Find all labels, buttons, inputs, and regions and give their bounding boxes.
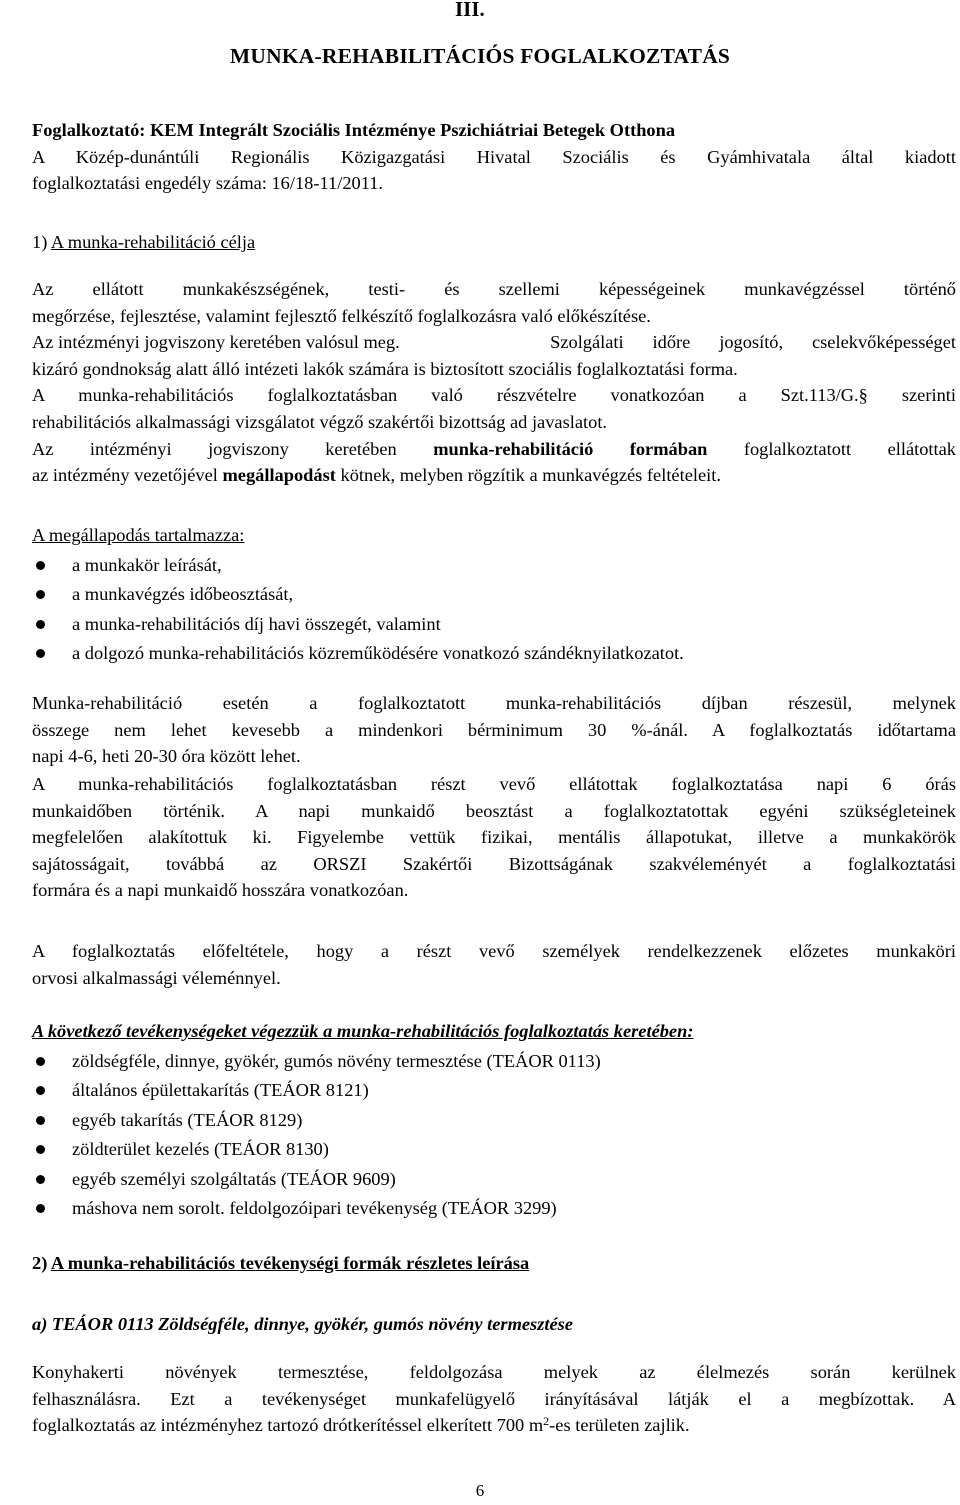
list-item: egyéb takarítás (TEÁOR 8129) <box>32 1106 956 1136</box>
activities-heading: A következő tevékenységeket végezzük a munka-rehabilitációs foglalkoztatás keretében: <box>32 1021 694 1041</box>
page-number: 6 <box>475 1481 485 1500</box>
bullet-icon <box>36 620 45 629</box>
section-2-heading: 2) A munka-rehabilitációs tevékenységi formák részletes leírása <box>32 1253 530 1273</box>
bullet-icon <box>36 1145 45 1154</box>
bullet-icon <box>36 1086 45 1095</box>
list-item: zöldterület kezelés (TEÁOR 8130) <box>32 1135 956 1165</box>
bullet-icon <box>36 649 45 658</box>
bullet-icon <box>36 561 45 570</box>
employer-authority: A Közép-dunántúli Regionális Közigazgatási Hivatal Szociális és Gyámhivatala által kiadott <box>32 146 956 167</box>
paragraph-sign: § <box>858 385 868 406</box>
legal-line-3: A munka-rehabilitációs foglalkoztatásban való részvételre vonatkozóan a Szt.113/G.§ szerinti <box>32 385 956 406</box>
legal-line-1: Az intézményi jogviszony keretében valósul meg. <box>32 332 400 353</box>
legal-line-2: kizáró gondnokság alatt álló intézeti lakók számára is biztosított szociális foglalkoztatási forma. <box>32 358 738 379</box>
agreement-block <box>32 522 956 669</box>
list-item: a munkakör leírását, <box>32 551 956 581</box>
section-1-title: A munka-rehabilitáció célja <box>50 232 256 252</box>
agreement-line-2: az intézmény vezetőjével megállapodást kötnek, melyben rögzítik a munkavégzés feltételeit. <box>32 465 721 486</box>
pay-paragraph: Munka-rehabilitáció esetén a foglalkoztatott munka-rehabilitációs díjban részesül, melynek összege nem lehet kevesebb a mindenkori bérminimum 30 %-ánál. A foglalkoztatás időtartama napi 4-6, heti 20-30 óra között lehet. <box>32 693 956 767</box>
bullet-icon <box>36 1057 45 1066</box>
agreement-list <box>32 551 956 669</box>
list-item: máshova nem sorolt. feldolgozóipari tevékenység (TEÁOR 3299) <box>32 1194 956 1224</box>
list-item: a munkavégzés időbeosztását, <box>32 580 956 610</box>
list-item: egyéb személyi szolgáltatás (TEÁOR 9609) <box>32 1165 956 1195</box>
document-page: III. MUNKA-REHABILITÁCIÓS FOGLALKOZTATÁS Foglalkoztató: KEM Integrált Szociális Intézménye Pszichiátriai Betegek Otthona A Közép-dunántúli Regionális Közigazgatási Hivatal Szociális és Gyámhivatala által kiadott foglalkoztatási engedély száma: 16/18-11/2011. 1) A munka-rehabilitáció célja Az ellátott munkakészségének, testi- és szellemi képességeinek munkavégzéssel történő megőrzése, fejlesztése, valamint fejlesztő felkészítő foglalkozásra való előkészítése. Az intézményi jogviszony keretében valósul meg. Szolgálati időre jogosító, cselekvőképességet kizáró gondnokság alatt álló intézeti lakók számára is biztosított szociális foglalkoztatási forma. A munka-rehabilitációs foglalkoztatásban való részvételre vonatkozóan a Szt.113/G.§ szerinti rehabilitációs alkalmassági vizsgálatot végző szakértői bizottság ad javaslatot. Az intézményi jogviszony keretében munka-rehabilitáció formában foglalkoztatott ellátottak az intézmény vezetőjével megállapodást kötnek, melyben rögzítik a munkavégzés feltételeit. A megállapodás tartalmazza: a munkakör leírását, a munkavégzés időbeosztását, a munka-rehabilitációs díj havi összegét, valamint a dolgozó munka-rehabilitációs közreműködésére vonatkozó szándéknyilatkozatot. Munka-rehabilitáció esetén a foglalkoztatott munka-rehabilitációs díjban részesül, melynek összege nem lehet kevesebb a mindenkori bérminimum 30 %-ánál. A foglalkoztatás időtartama napi 4-6, heti 20-30 óra között lehet. A munka-rehabilitációs foglalkoztatásban részt vevő ellátottak foglalkoztatása napi 6 órás munkaidőben történik. A napi munkaidő beosztást a foglalkoztatottak egyéni szükségleteinek megfelelően alakítottuk ki. Figyelembe vettük fizikai, mentális állapotukat, illetve a munkakörök sajátosságait, továbbá az ORSZI Szakértői Bizottságának szakvéleményét a foglalkoztatási formára és a napi munkaidő hosszára vonatkozóan. A foglalkoztatás előfeltétele, hogy a részt vevő személyek rendelkezzenek előzetes munkaköri orvosi alkalmassági véleménnyel. A következő tevékenységeket végezzük a munka-rehabilitációs foglalkoztatás keretében: zöldségféle, dinnye, gyökér, gumós növény termesztése (TEÁOR 0113) általános épülettakarítás (TEÁOR 8121) egyéb takarítás (TEÁOR 8129) zöldterület kezelés (TEÁOR 8130) egyéb személyi szolgáltatás (TEÁOR 9609) máshova nem sorolt. feldolgozóipari tevékenység (TEÁOR 3299) 2) A munka-rehabilitációs tevékenységi formák részletes leírása a) TEÁOR 0113 Zöldségféle, dinnye, gyökér, gumós növény termesztése Konyhakerti növények termesztése, feldolgozása melyek az élelmezés során kerülnek felhasználásra. Ezt a tevékenységet munkafelügyelő irányításával látják el a megbízottak. A foglalkoztatás az intézményhez tartozó drótkerítéssel elkerített 700 $m^2-es$ területen zajlik. 6 <box>0 0 960 1505</box>
goal-line-1: Az ellátott munkakészségének, testi- és szellemi képességeinek munkavégzéssel történő <box>32 279 956 299</box>
page-title: MUNKA-REHABILITÁCIÓS FOGLALKOZTATÁS <box>229 44 731 68</box>
legal-line-1-b: Szolgálati időre jogosító, cselekvőképességet <box>550 332 956 353</box>
hours-paragraph: A munka-rehabilitációs foglalkoztatásban részt vevő ellátottak foglalkoztatása napi 6 órás munkaidőben történik. A napi munkaidő beosztást a foglalkoztatottak egyéni szükségleteinek megfelelően alakítottuk ki. Figyelembe vettük fizikai, mentális állapotukat, illetve a munkakörök sajátosságait, továbbá az ORSZI Szakértői Bizottságának szakvéleményét a foglalkoztatási formára és a napi munkaidő hosszára vonatkozóan. <box>32 774 956 901</box>
subsection-a-body: Konyhakerti növények termesztése, feldolgozása melyek az élelmezés során kerülnek felhasználásra. Ezt a tevékenységet munkafelügyelő irányításával látják el a megbízottak. A foglalkoztatás az intézményhez tartozó drótkerítéssel elkerített 700 $m^2-es$ területen zajlik. <box>32 1359 956 1439</box>
section-1-body <box>32 276 956 489</box>
activities-block <box>32 1018 956 1224</box>
list-item: zöldségféle, dinnye, gyökér, gumós növény termesztése (TEÁOR 0113) <box>32 1047 956 1077</box>
section-2-title: A munka-rehabilitációs tevékenységi formák részletes leírása <box>50 1253 530 1273</box>
bullet-icon <box>36 1175 45 1184</box>
employer-name: Foglalkoztató: KEM Integrált Szociális Intézménye Pszichiátriai Betegek Otthona <box>32 120 676 140</box>
agreement-heading: A megállapodás tartalmazza: <box>32 525 245 545</box>
list-item: a dolgozó munka-rehabilitációs közreműködésére vonatkozó szándéknyilatkozatot. <box>32 639 956 669</box>
area-line: foglalkoztatás az intézményhez tartozó drótkerítéssel elkerített 700 $m^2-es$ területen zajlik. <box>32 1414 690 1436</box>
bullet-icon <box>36 1204 45 1213</box>
subsection-a-heading: a) TEÁOR 0113 Zöldségféle, dinnye, gyökér, gumós növény termesztése <box>32 1314 573 1334</box>
employer-block <box>32 117 956 197</box>
list-item: a munka-rehabilitációs díj havi összegét, valamint <box>32 610 956 640</box>
section-1-heading: 1) A munka-rehabilitáció célja <box>32 232 256 252</box>
agreement-line-1: Az intézményi jogviszony keretében munka-rehabilitáció formában foglalkoztatott ellátottak <box>32 438 956 459</box>
bullet-icon <box>36 1116 45 1125</box>
precondition-paragraph: A foglalkoztatás előfeltétele, hogy a részt vevő személyek rendelkezzenek előzetes munkaköri orvosi alkalmassági véleménnyel. <box>32 941 956 988</box>
employer-permit: foglalkoztatási engedély száma: 16/18-11/2011. <box>32 173 384 194</box>
list-item: általános épülettakarítás (TEÁOR 8121) <box>32 1076 956 1106</box>
goal-line-2: megőrzése, fejlesztése, valamint fejlesztő felkészítő foglalkozásra való előkészítése. <box>32 305 651 326</box>
legal-line-4: rehabilitációs alkalmassági vizsgálatot végző szakértői bizottság ad javaslatot. <box>32 411 608 432</box>
bullet-icon <box>36 590 45 599</box>
activities-list <box>32 1047 956 1224</box>
